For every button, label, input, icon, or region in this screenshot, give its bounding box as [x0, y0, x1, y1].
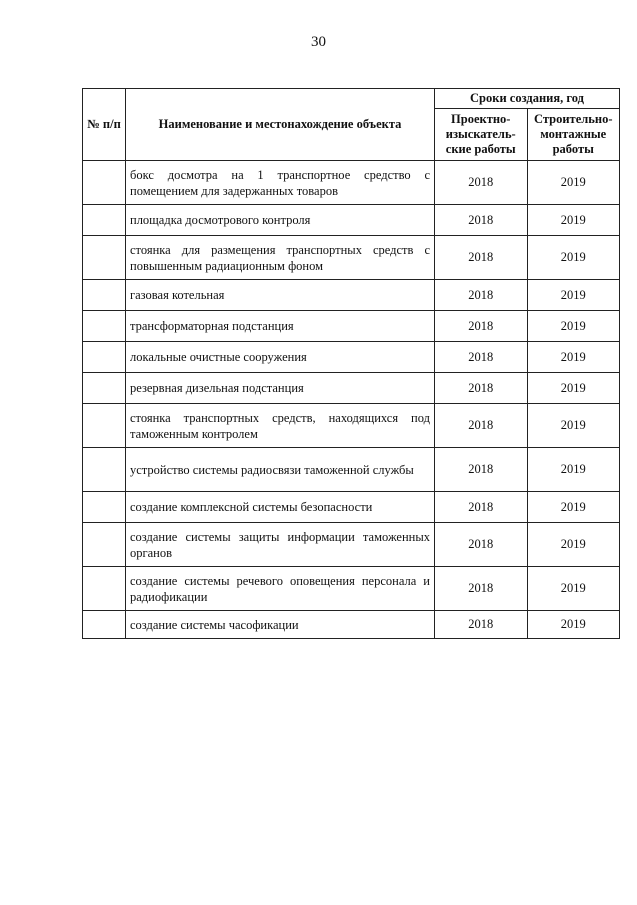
object-name: площадка досмотрового контроля: [126, 205, 435, 236]
object-name: создание системы речевого оповещения персонала и радиофикации: [126, 567, 435, 611]
design-year: 2018: [435, 205, 528, 236]
table-row: [83, 280, 620, 311]
table-body: [83, 161, 620, 639]
object-name: локальные очистные сооружения: [126, 342, 435, 373]
header-construction-works: Строительно-монтажные работы: [527, 109, 620, 161]
row-number: [83, 342, 126, 373]
construction-year: 2019: [527, 567, 620, 611]
table-row: [83, 492, 620, 523]
design-year: 2018: [435, 567, 528, 611]
row-number: [83, 448, 126, 492]
design-year: 2018: [435, 236, 528, 280]
construction-year: 2019: [527, 611, 620, 639]
row-number: [83, 311, 126, 342]
row-number: [83, 523, 126, 567]
table-row: [83, 236, 620, 280]
object-name: резервная дизельная подстанция: [126, 373, 435, 404]
construction-year: 2019: [527, 342, 620, 373]
construction-year: 2019: [527, 236, 620, 280]
row-number: [83, 205, 126, 236]
construction-year: 2019: [527, 311, 620, 342]
table-row: [83, 523, 620, 567]
row-number: [83, 373, 126, 404]
row-number: [83, 567, 126, 611]
construction-year: 2019: [527, 205, 620, 236]
object-name: устройство системы радиосвязи таможенной службы: [126, 448, 435, 492]
construction-schedule-table: [82, 88, 620, 639]
object-name: создание системы защиты информации таможенных органов: [126, 523, 435, 567]
object-name: трансформаторная подстанция: [126, 311, 435, 342]
construction-year: 2019: [527, 523, 620, 567]
table-row: [83, 611, 620, 639]
design-year: 2018: [435, 373, 528, 404]
construction-year: 2019: [527, 373, 620, 404]
row-number: [83, 611, 126, 639]
table-row: [83, 311, 620, 342]
design-year: 2018: [435, 280, 528, 311]
row-number: [83, 404, 126, 448]
table-row: [83, 404, 620, 448]
row-number: [83, 236, 126, 280]
construction-year: 2019: [527, 492, 620, 523]
table-row: [83, 205, 620, 236]
object-name: бокс досмотра на 1 транспортное средство с помещением для задержанных товаров: [126, 161, 435, 205]
header-terms: Сроки создания, год: [435, 89, 620, 109]
row-number: [83, 280, 126, 311]
design-year: 2018: [435, 611, 528, 639]
table-row: [83, 373, 620, 404]
object-name: создание системы часофикации: [126, 611, 435, 639]
construction-year: 2019: [527, 161, 620, 205]
header-number: № п/п: [83, 89, 126, 161]
row-number: [83, 492, 126, 523]
construction-year: 2019: [527, 280, 620, 311]
object-name: создание комплексной системы безопасности: [126, 492, 435, 523]
table-row: [83, 161, 620, 205]
object-name: стоянка для размещения транспортных средств с повышенным радиационным фоном: [126, 236, 435, 280]
design-year: 2018: [435, 448, 528, 492]
construction-year: 2019: [527, 404, 620, 448]
header-name: Наименование и местонахождение объекта: [126, 89, 435, 161]
design-year: 2018: [435, 404, 528, 448]
table-row: [83, 342, 620, 373]
construction-year: 2019: [527, 448, 620, 492]
design-year: 2018: [435, 523, 528, 567]
header-design-works: Проектно-изыскатель-ские работы: [435, 109, 528, 161]
object-name: газовая котельная: [126, 280, 435, 311]
design-year: 2018: [435, 311, 528, 342]
design-year: 2018: [435, 492, 528, 523]
page-number: 30: [311, 34, 326, 50]
table-row: [83, 448, 620, 492]
object-name: стоянка транспортных средств, находящихся под таможенным контролем: [126, 404, 435, 448]
design-year: 2018: [435, 161, 528, 205]
table-row: [83, 567, 620, 611]
header-row-top: [83, 89, 620, 109]
table-header: [83, 89, 620, 161]
row-number: [83, 161, 126, 205]
design-year: 2018: [435, 342, 528, 373]
